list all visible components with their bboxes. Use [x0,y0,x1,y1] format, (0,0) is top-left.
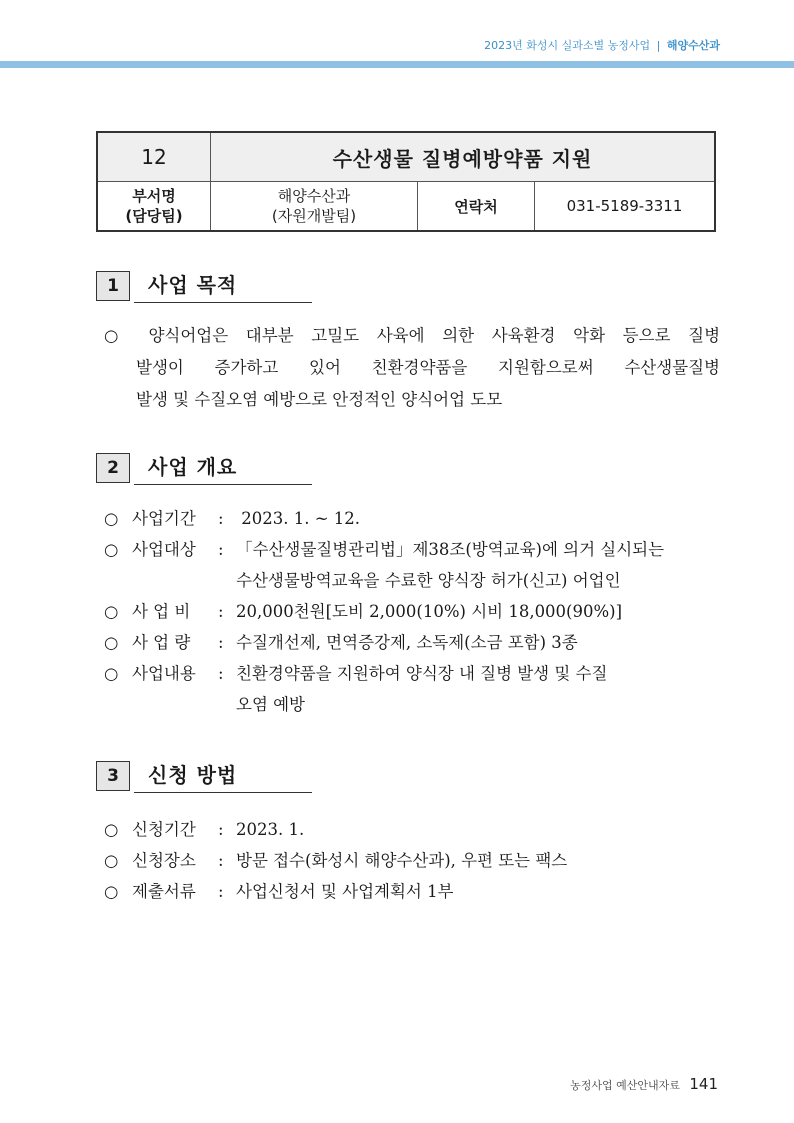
section-underline [134,302,312,303]
bullet-circle: ○ [104,602,119,621]
item-colon: : [218,509,224,528]
item-continuation: 오염 예방 [236,695,306,714]
section-title: 사업 목적 [148,273,238,297]
bullet-circle: ○ [104,633,119,652]
item-colon: : [218,664,224,683]
section-heading-overview [96,453,312,483]
application-item-place [104,845,720,876]
header-separator: | [656,39,661,52]
item-label: 사업대상 [132,540,196,559]
item-value: 사업신청서 및 사업계획서 1부 [236,882,454,901]
bullet-circle: ○ [104,851,119,870]
header-left-text: 2023년 화성시 실과소별 농정사업 [484,39,651,52]
item-label: 제출서류 [132,882,196,901]
purpose-line [104,320,720,352]
overview-item-content [104,658,720,720]
project-number: 12 [97,132,211,182]
bullet-circle: ○ [104,820,119,839]
overview-item-quantity [104,627,720,658]
item-value: 친환경약품을 지원하여 양식장 내 질병 발생 및 수질 [236,664,608,683]
item-continuation: 수산생물방역교육을 수료한 양식장 허가(신고) 어업인 [236,571,621,590]
item-value: 20,000천원[도비 2,000(10%) 시비 18,000(90%)] [236,602,623,621]
item-label: 신청기간 [132,820,196,839]
item-colon: : [218,602,224,621]
section-title: 사업 개요 [148,455,238,479]
item-value: 방문 접수(화성시 해양수산과), 우편 또는 팩스 [236,851,568,870]
project-info-table [96,131,716,232]
item-label: 사 업 비 [132,602,191,621]
purpose-line: 발생 및 수질오염 예방으로 안정적인 양식어업 도모 [136,390,503,409]
header-rule [0,61,794,68]
bullet-circle: ○ [104,540,119,559]
section-heading-purpose [96,271,312,301]
page-number: 141 [689,1075,718,1093]
item-value: 「수산생물질병관리법」제38조(방역교육)에 의거 실시되는 [236,540,665,559]
section-title: 신청 방법 [148,763,238,787]
item-colon: : [218,882,224,901]
overview-item-budget [104,596,720,627]
overview-item-period [104,503,720,534]
item-label: 신청장소 [132,851,196,870]
purpose-line: 발생이 증가하고 있어 친환경약품을 지원함으로써 수산생물질병 [136,358,720,377]
section-number: 1 [96,271,130,301]
section-underline [134,484,312,485]
footer-text: 농정사업 예산안내자료 [570,1079,680,1092]
item-colon: : [218,820,224,839]
team-value: (자원개발팀) [271,207,357,225]
contact-value: 031-5189-3311 [535,182,716,232]
running-header [484,37,720,53]
item-label: 사업내용 [132,664,196,683]
dept-value-cell [211,182,418,232]
contact-label: 연락처 [418,182,535,232]
bullet-circle: ○ [104,664,119,683]
bullet-circle: ○ [104,326,131,345]
dept-label: 부서명 [132,187,176,205]
page-footer [570,1075,718,1093]
item-label: 사업기간 [132,509,196,528]
dept-value: 해양수산과 [277,187,351,205]
item-value: 2023. 1. [236,820,305,839]
item-value: 2023. 1. ~ 12. [236,509,361,528]
item-colon: : [218,633,224,652]
purpose-line-text: 양식어업은 대부분 고밀도 사육에 의한 사육환경 악화 등으로 질병 [148,326,721,345]
bullet-circle: ○ [104,509,119,528]
section-number: 2 [96,453,130,483]
item-value: 수질개선제, 면역증강제, 소독제(소금 포함) 3종 [236,633,578,652]
bullet-circle: ○ [104,882,119,901]
section-underline [134,792,312,793]
purpose-paragraph [104,320,720,416]
dept-label-cell [97,182,211,232]
header-dept: 해양수산과 [666,39,720,52]
project-title: 수산생물 질병예방약품 지원 [211,132,716,182]
team-label: (담당팀) [125,207,183,225]
section-heading-application [96,761,312,791]
application-item-period [104,814,720,845]
overview-item-target [104,534,720,596]
application-item-documents [104,876,720,907]
section-number: 3 [96,761,130,791]
item-label: 사 업 량 [132,633,191,652]
item-colon: : [218,540,224,559]
item-colon: : [218,851,224,870]
